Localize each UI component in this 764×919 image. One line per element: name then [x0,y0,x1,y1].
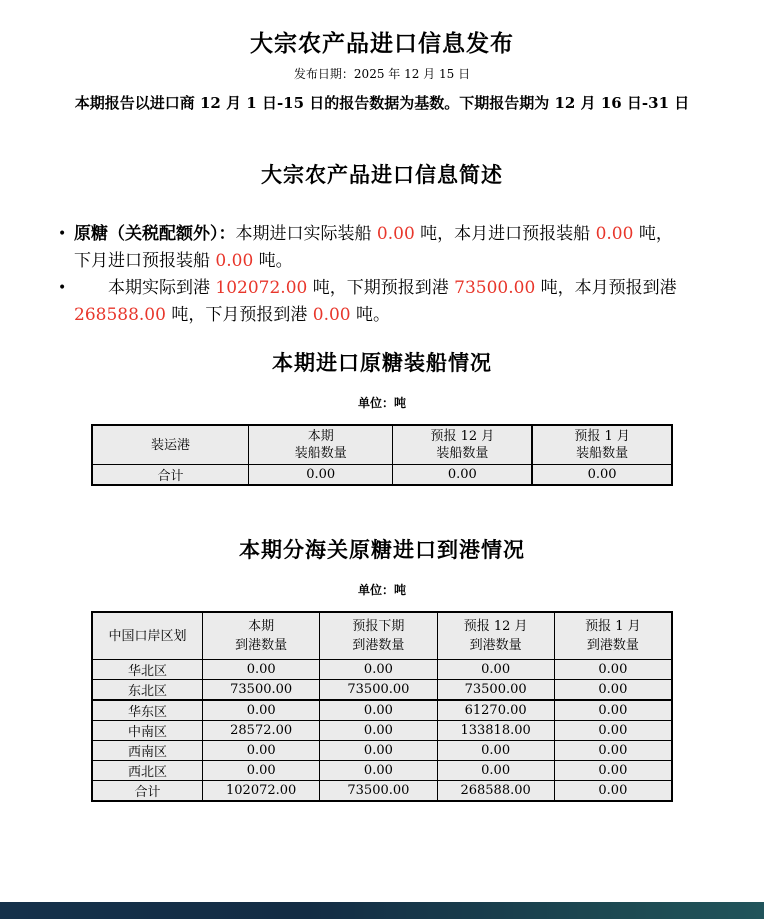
column-header: 预报 12 月 装船数量 [393,425,532,465]
shipping-section-heading: 本期进口原糖装船情况 [272,350,492,375]
header-row [92,425,672,465]
bullet-text [74,278,677,325]
value-cell: 0.00 [393,465,532,486]
value-cell: 0.00 [320,741,437,761]
highlight-value: 268588.00 [74,305,166,325]
value-cell: 0.00 [320,761,437,781]
bullet-segment: 吨， [633,224,673,244]
shipping-unit-label: 单位：吨 [357,396,406,410]
value-cell: 0.00 [203,700,320,721]
table-row [92,680,672,701]
bullet-icon: • [58,280,67,296]
highlight-value: 0.00 [312,305,351,325]
bullet-segment: 本期实际到港 [74,278,216,298]
value-cell: 0.00 [203,741,320,761]
arrival-unit-label: 单位：吨 [357,583,406,597]
row-label-cell: 西南区 [92,741,203,761]
bullet-segment: 原糖（关税配额外）： [74,224,236,244]
value-cell: 133818.00 [437,721,554,741]
arrival-section-heading: 本期分海关原糖进口到港情况 [239,537,525,562]
value-cell: 0.00 [532,465,672,486]
bullet-segment: 下月进口预报装船 [74,251,216,271]
value-cell: 0.00 [554,680,672,701]
shipping-table [91,424,673,486]
value-cell: 0.00 [437,761,554,781]
bullet-segment: 吨，本月进口预报装船 [414,224,596,244]
value-cell: 0.00 [554,660,672,680]
value-cell: 73500.00 [320,680,437,701]
row-label-cell: 中南区 [92,721,203,741]
row-label-cell: 合计 [92,465,248,486]
summary-section-heading: 大宗农产品进口信息简述 [261,162,503,187]
footer-gradient-bar [0,902,764,919]
table-row [92,700,672,721]
value-cell: 0.00 [320,721,437,741]
bullet-segment: 吨，下期预报到港 [307,278,455,298]
summary-bullet [52,221,700,275]
highlight-value: 0.00 [215,251,254,271]
column-header: 预报 1 月 到港数量 [554,612,672,660]
column-header: 预报下期 到港数量 [320,612,437,660]
row-label-cell: 华东区 [92,700,203,721]
highlight-value: 0.00 [595,224,634,244]
column-header: 本期 到港数量 [203,612,320,660]
value-cell: 0.00 [554,761,672,781]
row-label-cell: 华北区 [92,660,203,680]
column-header: 中国口岸区划 [92,612,203,660]
row-label-cell: 东北区 [92,680,203,701]
highlight-value: 102072.00 [215,278,308,298]
table-row [92,721,672,741]
bullet-segment: 吨，本月预报到港 [535,278,677,298]
page-title: 大宗农产品进口信息发布 [250,30,514,57]
bullet-segment: 吨，下月预报到港 [165,305,313,325]
value-cell: 73500.00 [320,781,437,802]
value-cell: 102072.00 [203,781,320,802]
value-cell: 0.00 [320,660,437,680]
value-cell: 0.00 [554,700,672,721]
value-cell: 0.00 [320,700,437,721]
value-cell: 28572.00 [203,721,320,741]
publish-date: 发布日期：2025 年 12 月 15 日 [293,67,471,81]
header-row [92,612,672,660]
summary-bullet [52,275,700,329]
highlight-value: 0.00 [376,224,415,244]
bullet-segment: 吨。 [253,251,293,271]
value-cell: 0.00 [248,465,393,486]
column-header: 本期 装船数量 [248,425,393,465]
value-cell: 0.00 [554,781,672,802]
value-cell: 61270.00 [437,700,554,721]
table-row [92,741,672,761]
bullet-segment: 吨。 [350,305,391,325]
bullet-segment: 本期进口实际装船 [235,224,377,244]
column-header: 预报 12 月 到港数量 [437,612,554,660]
value-cell: 0.00 [203,660,320,680]
value-cell: 0.00 [437,741,554,761]
bullet-icon: • [58,226,67,242]
value-cell: 0.00 [554,741,672,761]
table-row [92,660,672,680]
summary-bullet-list [52,221,700,329]
column-header: 预报 1 月 装船数量 [532,425,672,465]
row-label-cell: 合计 [92,781,203,802]
value-cell: 0.00 [437,660,554,680]
report-page [0,25,764,919]
report-period-notice: 本期报告以进口商 12 月 1 日-15 日的报告数据为基数。下期报告期为 12 月 16 日-31 日 [74,94,690,112]
table-row [92,761,672,781]
arrival-table [91,611,673,802]
row-label-cell: 西北区 [92,761,203,781]
value-cell: 73500.00 [437,680,554,701]
highlight-value: 73500.00 [454,278,536,298]
value-cell: 268588.00 [437,781,554,802]
table-row [92,781,672,802]
value-cell: 73500.00 [203,680,320,701]
table-row [92,465,672,486]
bullet-text [74,224,673,271]
value-cell: 0.00 [554,721,672,741]
column-header: 装运港 [92,425,248,465]
value-cell: 0.00 [203,761,320,781]
